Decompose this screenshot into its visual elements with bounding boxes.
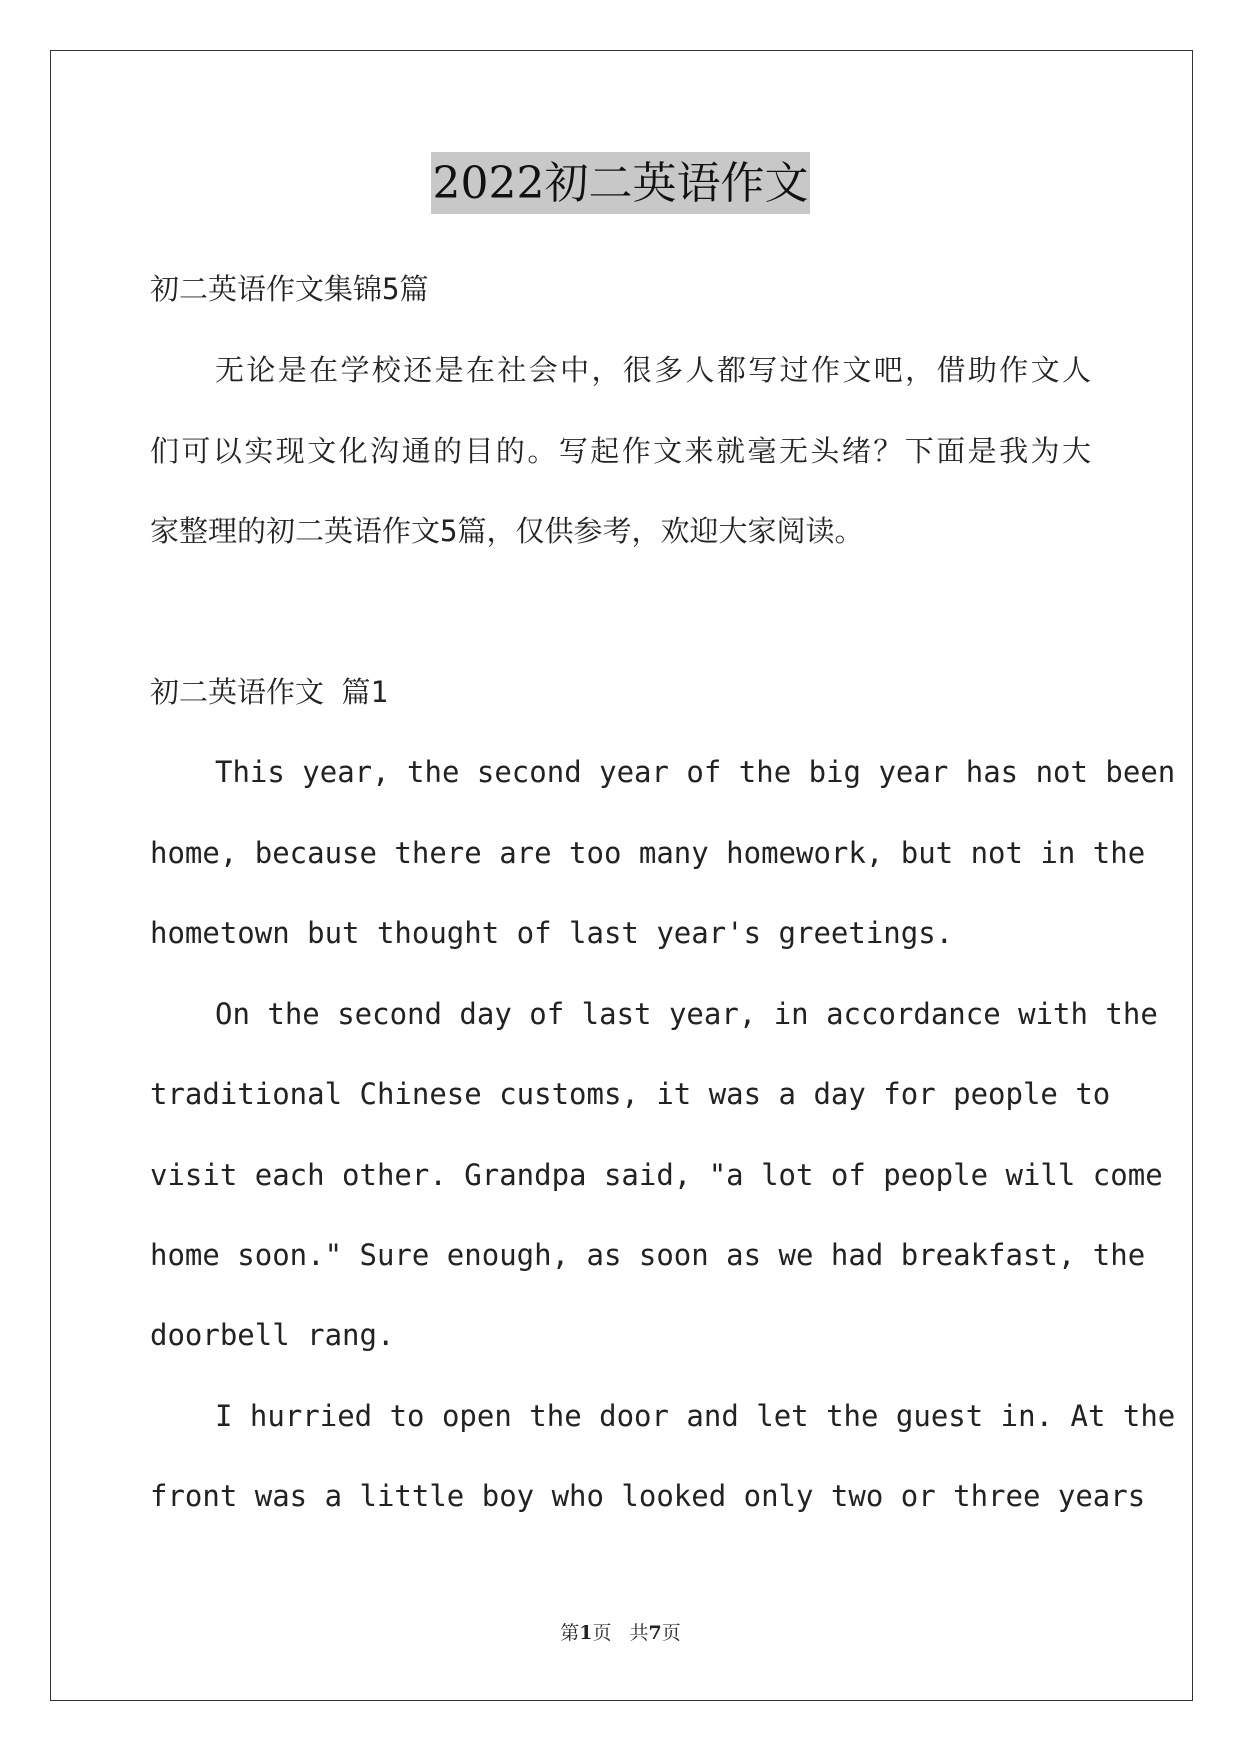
body-line-2: home, because there are too many homework, but not in the [150,836,1146,870]
body-line-3: hometown but thought of last year's greetings. [150,916,954,950]
footer-total-pages: 7 [648,1622,662,1644]
title-container [0,152,1241,214]
subtitle: 初二英语作文集锦5篇 [150,272,429,306]
section-heading: 初二英语作文 篇1 [150,675,388,709]
body-line-8: doorbell rang. [150,1318,395,1352]
footer-total-suffix: 页 [661,1622,681,1644]
footer-page-number: 1 [579,1622,593,1644]
body-line-5: traditional Chinese customs, it was a day for people to [150,1077,1111,1111]
intro-line-3: 家整理的初二英语作文5篇，仅供参考，欢迎大家阅读。 [150,514,864,548]
footer-page-prefix: 第 [560,1622,580,1644]
body-line-4: On the second day of last year, in accordance with the [215,997,1158,1031]
footer-page-suffix: 页 [592,1622,612,1644]
body-line-6: visit each other. Grandpa said, "a lot of people will come [150,1158,1163,1192]
body-line-10: front was a little boy who looked only two or three years [150,1479,1146,1513]
body-line-7: home soon." Sure enough, as soon as we had breakfast, the [150,1238,1146,1272]
intro-line-2: 们可以实现文化沟通的目的。写起作文来就毫无头绪？下面是我为大 [150,434,1091,468]
footer-total-prefix: 共 [629,1622,649,1644]
body-line-9: I hurried to open the door and let the guest in. At the [215,1399,1176,1433]
page-footer [0,1618,1241,1645]
intro-line-1: 无论是在学校还是在社会中，很多人都写过作文吧，借助作文人 [215,353,1091,387]
body-line-1: This year, the second year of the big year has not been [215,755,1176,789]
document-title: 2022初二英语作文 [431,152,811,214]
